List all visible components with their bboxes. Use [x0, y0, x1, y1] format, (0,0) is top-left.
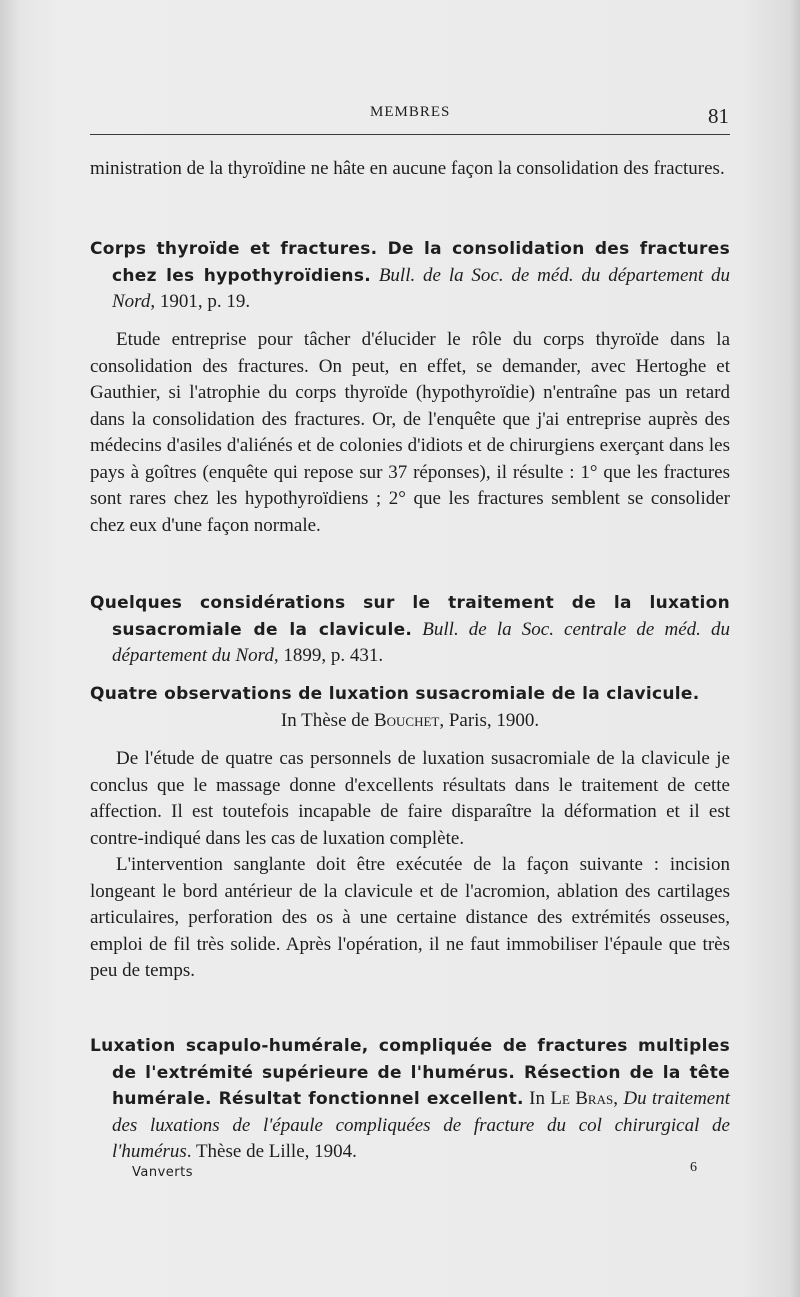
entry-1-title: Corps thyroïde et fractures. De la consolidation des fractures chez les hypothyroïdiens. [90, 239, 730, 286]
printer-signature: Vanverts [132, 1165, 193, 1180]
summary-paragraph-3: L'intervention sanglante doit être exécutée de la façon suivante : incision longeant le bord antérieur de la clavicule et de l'acromion, ablation des cartilages articulaires, perforation des os à une certaine distance des extrémités osseuses, emploi de fil très solide. Après l'opération, il ne faut immobiliser l'épaule que très peu de temps. [90, 854, 730, 981]
entry-4-text [90, 1033, 730, 1166]
running-head: MEMBRES [370, 104, 451, 120]
continuation-paragraph: ministration de la thyroïdine ne hâte en aucune façon la consolidation des fractures. [90, 158, 725, 179]
entry-4-source-prefix: In [523, 1088, 551, 1109]
entry-2-title: Quelques considérations sur le traitement de la luxation susacromiale de la clavicule. [90, 593, 730, 640]
entry-1-text [90, 236, 730, 316]
entry-3-source [90, 708, 730, 735]
header-rule [90, 134, 730, 135]
entry-3-author: Bouchet [373, 709, 440, 731]
entry-4-details: . Thèse de Lille, 1904. [186, 1141, 357, 1162]
bibliography-entry-2 [90, 590, 730, 670]
entry-4-title: Luxation scapulo-humérale, compliquée de fractures multiples de l'extrémité supérieure de l'humérus. Résection de la tête humérale. Résultat fonctionnel excellent. [90, 1036, 730, 1109]
entry-1-details: , 1901, p. 19. [150, 291, 251, 312]
entry-2-details: , 1899, p. 431. [273, 645, 384, 666]
summary-paragraph-2: De l'étude de quatre cas personnels de luxation susacromiale de la clavicule je conclus que le massage donne d'excellents résultats dans le traitement de cette affection. Il est toutefois incapable de faire disparaître la déformation et il est contre-indiqué dans les cas de luxation complète. [90, 748, 730, 849]
bibliography-entry-3 [90, 681, 730, 734]
bibliography-entry-4 [90, 1033, 730, 1166]
page-number: 81 [708, 104, 729, 128]
continuation-block [90, 156, 730, 183]
entry-3-title: Quatre observations de luxation susacromiale de la clavicule. [90, 684, 700, 704]
entry-4-author: Le Bras [550, 1088, 614, 1109]
entry-3-source-prefix: In Thèse de [280, 709, 374, 731]
summary-paragraph-1: Etude entreprise pour tâcher d'élucider le rôle du corps thyroïde dans la consolidation des fractures. On peut, en effet, se demander, avec Hertoghe et Gauthier, si l'atrophie du corps thyroïde (hypothyroïdie) n'entraîne pas un retard dans la consolidation des fractures. Or, de l'enquête que j'ai entreprise auprès des médecins d'asiles d'aliénés et de colonies d'idiots et de chirurgiens exerçant dans les pays à goîtres (enquête qui repose sur 37 réponses), il résulte : 1° que les fractures sont rares chez les hypothyroïdiens ; 2° que les fractures semblent se consolider chez eux d'une façon normale. [90, 329, 730, 536]
entry-3-source-suffix: , Paris, 1900. [439, 709, 540, 731]
entry-1-journal: Bull. de la Soc. de méd. du département du Nord [112, 264, 731, 312]
entry-2-journal: Bull. de la Soc. centrale de méd. du département du Nord [112, 618, 730, 666]
entry-3-title-line [90, 681, 730, 708]
bibliography-entry-1 [90, 236, 730, 316]
summary-block-2 [90, 746, 730, 985]
entry-4-work: Du traitement des luxations de l'épaule compliquées de fracture du col chirurgical de l'humérus [112, 1088, 731, 1162]
signature-number: 6 [690, 1160, 697, 1175]
entry-4-separator: , [613, 1088, 624, 1109]
summary-block-1 [90, 327, 730, 539]
entry-2-text [90, 590, 730, 670]
